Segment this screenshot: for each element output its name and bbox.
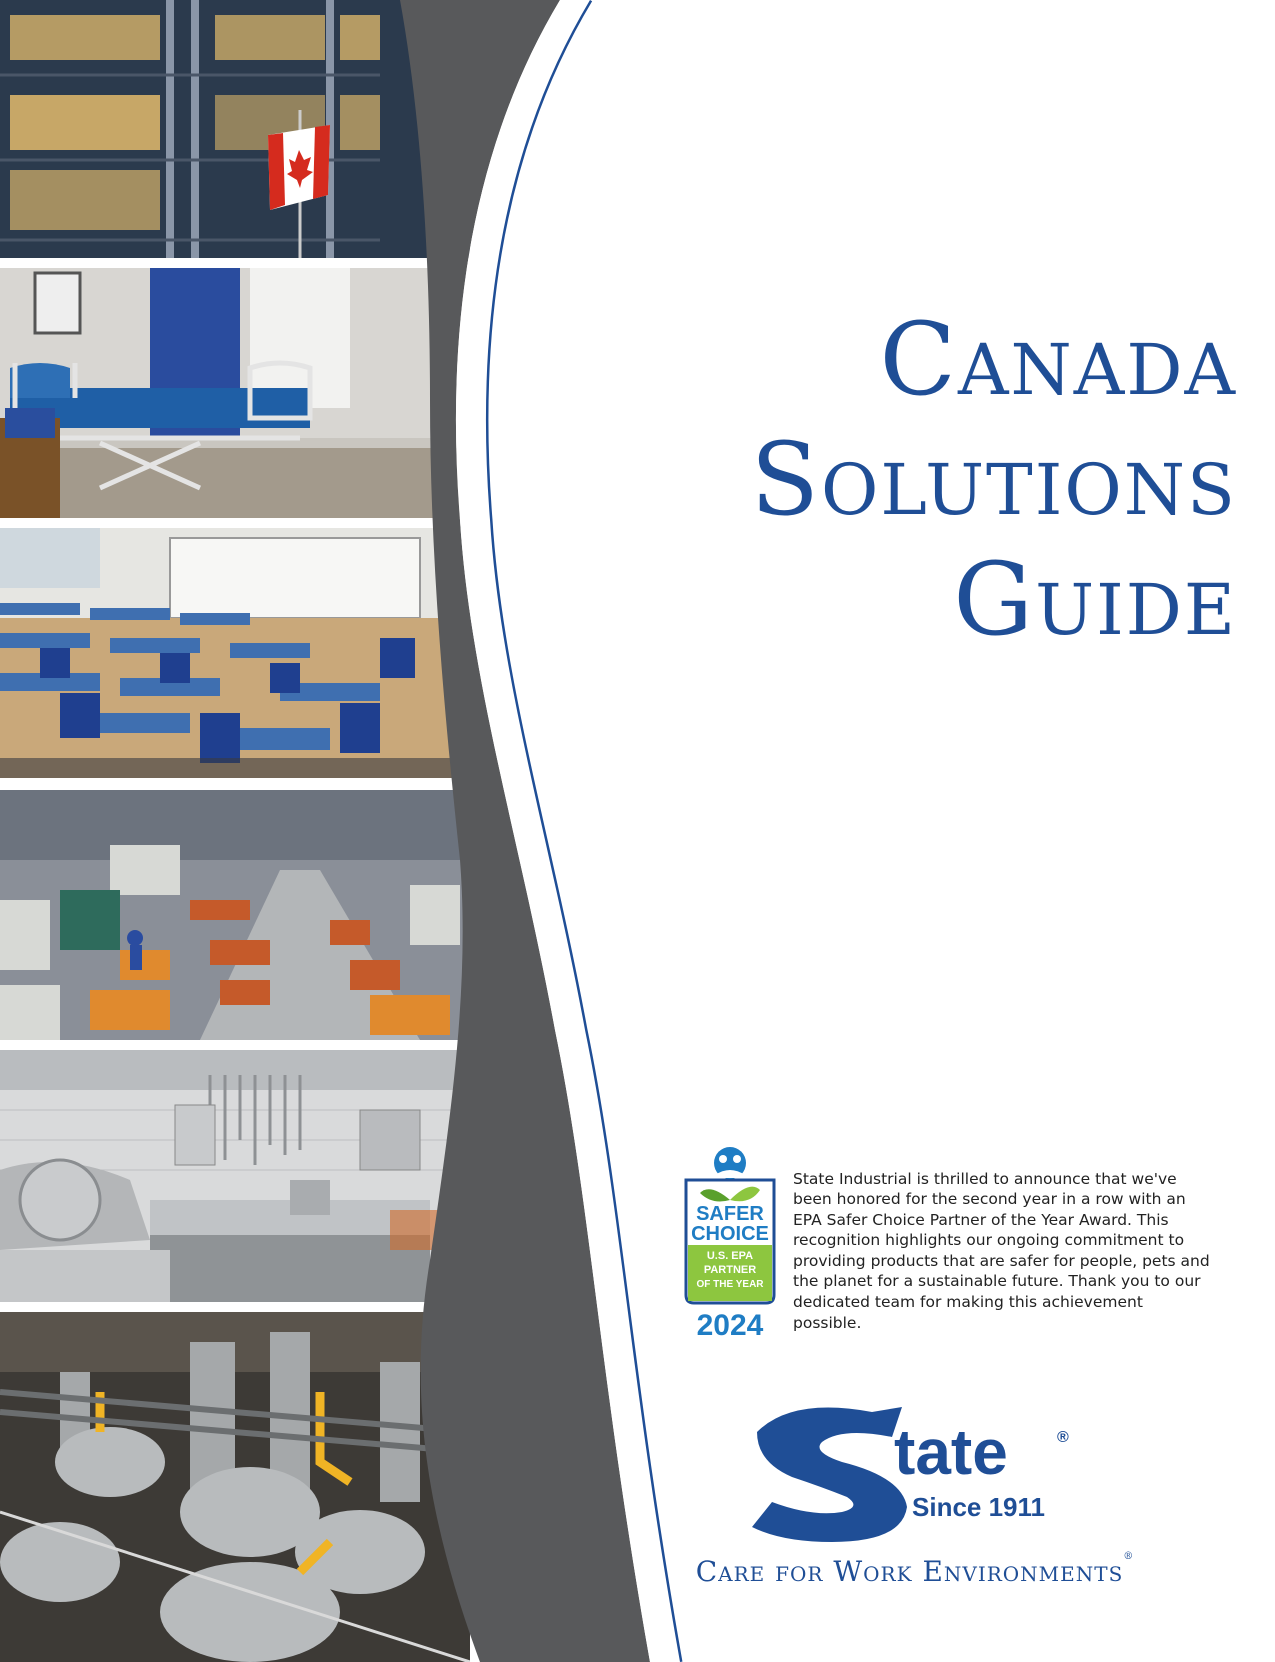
- badge-safer: SAFER: [696, 1203, 764, 1225]
- state-logo: [752, 1392, 1112, 1552]
- title-line-1: Canada: [879, 301, 1237, 418]
- logo-s-mark: [752, 1407, 907, 1542]
- badge-partner: PARTNER: [703, 1264, 757, 1276]
- photo-boiler-room: [0, 1312, 470, 1662]
- badge-choice: CHOICE: [691, 1223, 769, 1245]
- logo-registered-mark: ®: [1057, 1429, 1069, 1446]
- badge-year: 2024: [696, 1309, 764, 1342]
- photo-factory-floor: [0, 790, 470, 1040]
- photo-office-building: [0, 0, 470, 258]
- badge-epa: U.S. EPA: [706, 1250, 754, 1262]
- title-line-3: Guide: [953, 541, 1237, 658]
- title-line-2: Solutions: [750, 421, 1237, 538]
- tagline-registered-mark: ®: [1123, 1551, 1135, 1562]
- logo-since: Since 1911: [912, 1492, 1045, 1522]
- safer-choice-badge: [680, 1145, 780, 1350]
- photo-hospital-room: [0, 268, 470, 518]
- photo-column: [0, 0, 480, 1662]
- photo-classroom: [0, 528, 470, 778]
- logo-wordmark: tate: [894, 1416, 1008, 1488]
- badge-of-the-year: OF THE YEAR: [696, 1279, 764, 1290]
- tagline-text: Care for Work Environments: [695, 1555, 1124, 1588]
- announcement-text: State Industrial is thrilled to announce that we've been honored for the second year in a row with an EPA Safer Choice Partner of the Year Award. This recognition highlights our ongoing commitment to providing products that are safer for people, pets and the planet for a sustainable future. Thank you to our dedicated team for making this achievement possible.: [793, 1169, 1210, 1332]
- photo-commercial-kitchen: [0, 1050, 470, 1302]
- tagline: [620, 1551, 1210, 1588]
- page-title: [751, 300, 1237, 660]
